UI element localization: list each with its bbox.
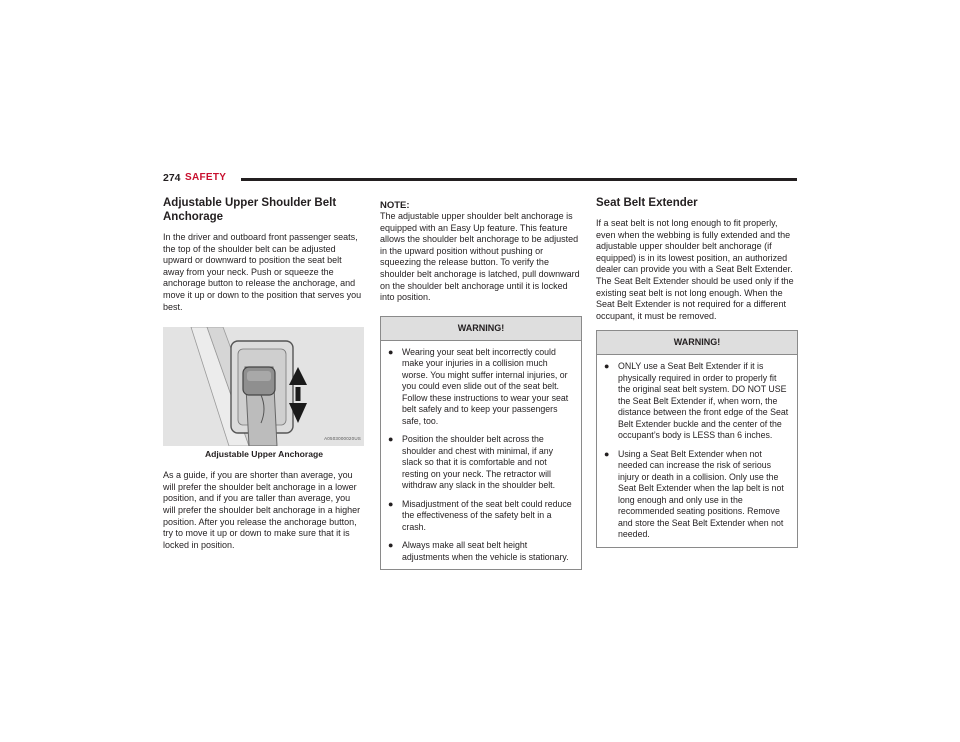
warning-item [386,347,574,428]
anchorage-illustration [163,327,364,446]
warning-header: WARNING! [597,331,797,355]
warning-box-anchorage [380,316,582,571]
warning-item [602,449,790,541]
paragraph-extender: If a seat belt is not long enough to fit properly, even when the webbing is fully extended and the adjustable upper shoulder belt anchorage (if equipped) is in its lowest position, an authorized dealer can provide you with a Seat Belt Extender. The Seat Belt Extender should be used only if the existing seat belt is not long enough. When the Seat Belt Extender is not required for a different occupant, it must be removed. [596,218,794,321]
bullet-icon: ● [604,361,610,372]
warning-item [602,361,790,442]
section-heading-extender: Seat Belt Extender [596,197,698,209]
figure-code: A0503000020US [324,436,361,442]
note-title: NOTE: [380,200,410,211]
warning-text: Wearing your seat belt incorrectly could make your injuries in a collision much worse. You might suffer internal injuries, or you could even slide out of the seat belt. Follow these instructions to wear your seat belt safely and to keep your passengers safe, too. [402,346,569,426]
warning-box-extender [596,330,798,548]
column-right [596,196,798,548]
warning-item [386,434,574,492]
page-number: 274 [163,172,181,184]
warning-item [386,499,574,534]
warning-list [381,341,581,570]
warning-header: WARNING! [381,317,581,341]
warning-text: Position the shoulder belt across the shoulder and chest with minimal, if any slack so that it is comfortable and not resting on your neck. The retractor will withdraw any slack in the shoulder belt. [402,434,556,491]
note-text: The adjustable upper shoulder belt anchorage is equipped with an Easy Up feature. This feature allows the shoulder belt anchorage to be adjusted in the upward position without pushing or squeezing the release button. To verify the shoulder belt anchorage is latched, pull downward on the shoulder belt anchorage until it is locked into position. [380,211,580,303]
section-title: SAFETY [185,172,227,183]
section-heading-anchorage: Adjustable Upper Shoulder Belt Anchorage [163,197,337,223]
bullet-icon: ● [388,346,394,357]
page-header [163,172,797,186]
bullet-icon: ● [604,448,610,459]
warning-text: Misadjustment of the seat belt could reduce the effectiveness of the safety belt in a crash. [402,498,572,532]
paragraph-anchorage-intro: In the driver and outboard front passenger seats, the top of the shoulder belt can be adjusted upward or downward to position the seat belt away from your neck. Push or squeeze the anchorage button to release the anchorage, and move it up or down to the position that serves you best. [163,232,362,312]
warning-item [386,540,574,563]
bullet-icon: ● [388,540,394,551]
warning-text: Using a Seat Belt Extender when not needed can increase the risk of serious injury or death in a collision. Only use the Seat Belt Extender when the lap belt is not long enough and only use in the recommended seating positions. Remove and store the Seat Belt Extender when not needed. [618,448,784,540]
paragraph-anchorage-guide: As a guide, if you are shorter than average, you will prefer the shoulder belt anchorage in a lower position, and if you are taller than average, you will prefer the shoulder belt anchorage in a higher position. After you release the anchorage button, try to move it up or down to make sure that it is locked in position. [163,470,361,550]
bullet-icon: ● [388,498,394,509]
bullet-icon: ● [388,434,394,445]
column-middle [380,200,582,570]
warning-list [597,355,797,547]
warning-text: Always make all seat belt height adjustments when the vehicle is stationary. [402,540,569,562]
column-left [163,196,365,551]
warning-text: ONLY use a Seat Belt Extender if it is physically required in order to properly fit the original seat belt system. DO NOT USE the Seat Belt Extender if, when worn, the distance between the front edge of the Seat Belt Extender buckle and the center of the occupant’s body is LESS than 6 inches. [618,361,789,441]
anchorage-figure [163,327,364,446]
figure-caption: Adjustable Upper Anchorage [204,449,324,460]
header-rule [241,178,797,181]
